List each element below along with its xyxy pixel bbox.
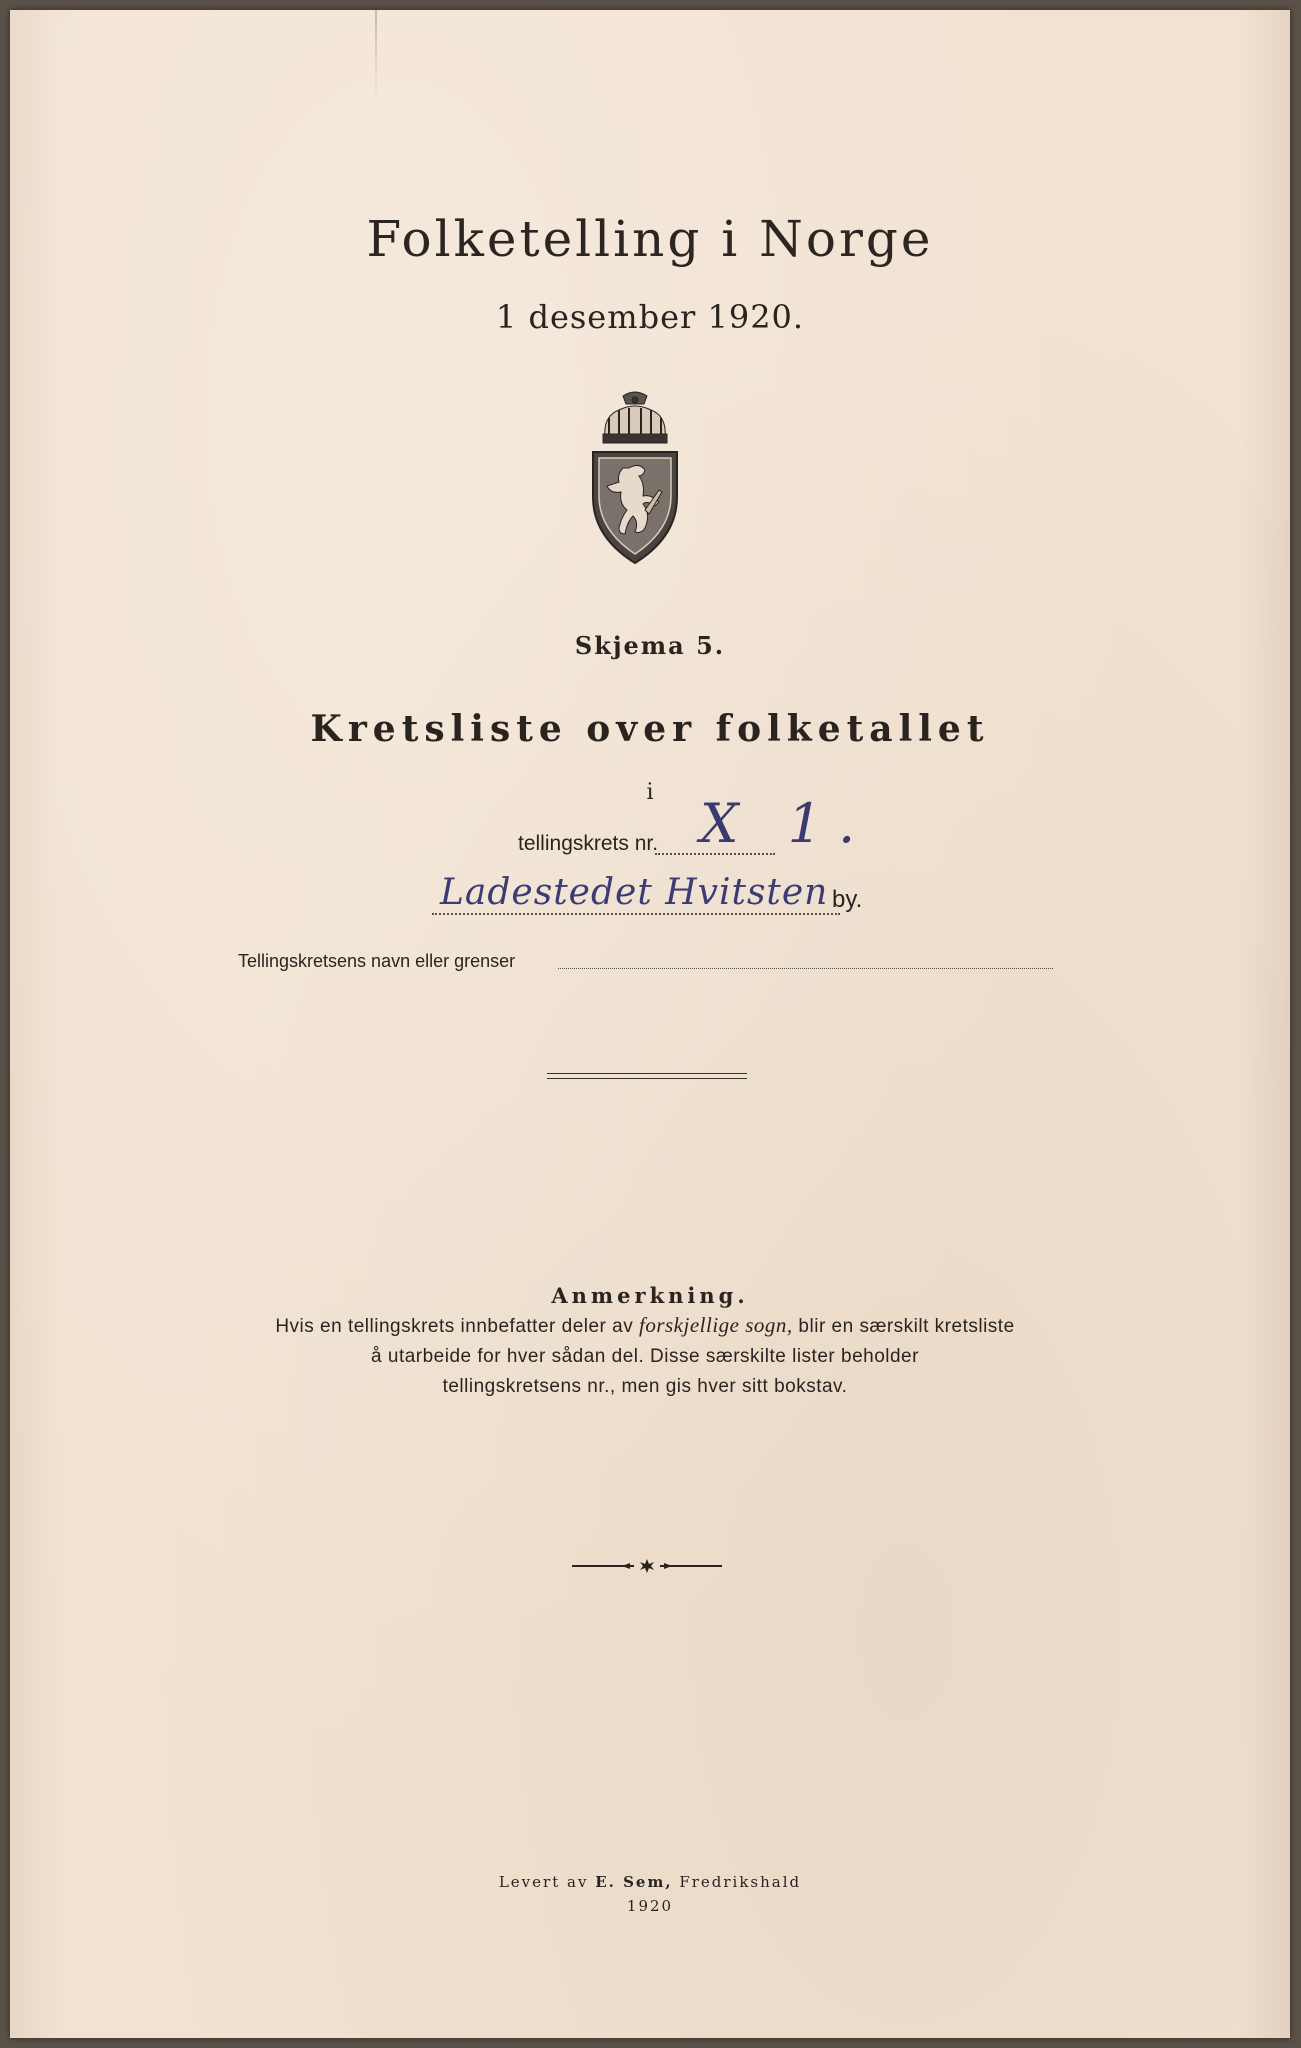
place-field-line [432,913,840,915]
preposition-i: i [646,780,654,805]
printer-year: 1920 [626,1897,674,1915]
note-line-1-start: Hvis en tellingskrets innbefatter deler av [275,1316,639,1337]
census-form-page [10,10,1290,2038]
krets-number-handwritten: X 1. [700,792,872,855]
krets-name-label: Tellingskretsens navn eller grenser [238,951,516,971]
place-suffix: by. [832,886,863,913]
note-title: Anmerkning. [551,1283,749,1308]
note-line-2: å utarbeide for hver sådan del. Disse særskilte lister beholder [371,1346,919,1367]
paper-fold-mark [375,10,377,100]
ornament-divider-icon [572,1558,722,1574]
krets-number-label: tellingskrets nr. [518,832,659,855]
printer-name: E. Sem, [595,1873,673,1891]
printer-line [10,1870,1290,1894]
krets-name-field-line [558,968,1053,969]
norwegian-coat-of-arms-icon [585,390,685,565]
note-body [250,1310,1040,1402]
schema-number: Skjema 5. [574,631,726,660]
note-line-1 [250,1310,1040,1342]
document-date: 1 desember 1920. [495,298,805,336]
printer-imprint [10,1870,1290,1918]
note-line-1-end: blir en særskilt kretsliste [792,1316,1015,1337]
printer-city: Fredrikshald [672,1873,802,1891]
printer-prefix: Levert av [498,1873,596,1891]
double-rule-divider [547,1073,747,1079]
note-line-3: tellingskretsens nr., men gis hver sitt bokstav. [442,1376,848,1397]
note-line-1-italic: forskjellige sogn, [639,1313,793,1337]
form-heading: Kretsliste over folketallet [310,708,990,750]
document-title: Folketelling i Norge [366,210,934,268]
place-handwritten: Ladestedet Hvitsten [440,872,829,913]
